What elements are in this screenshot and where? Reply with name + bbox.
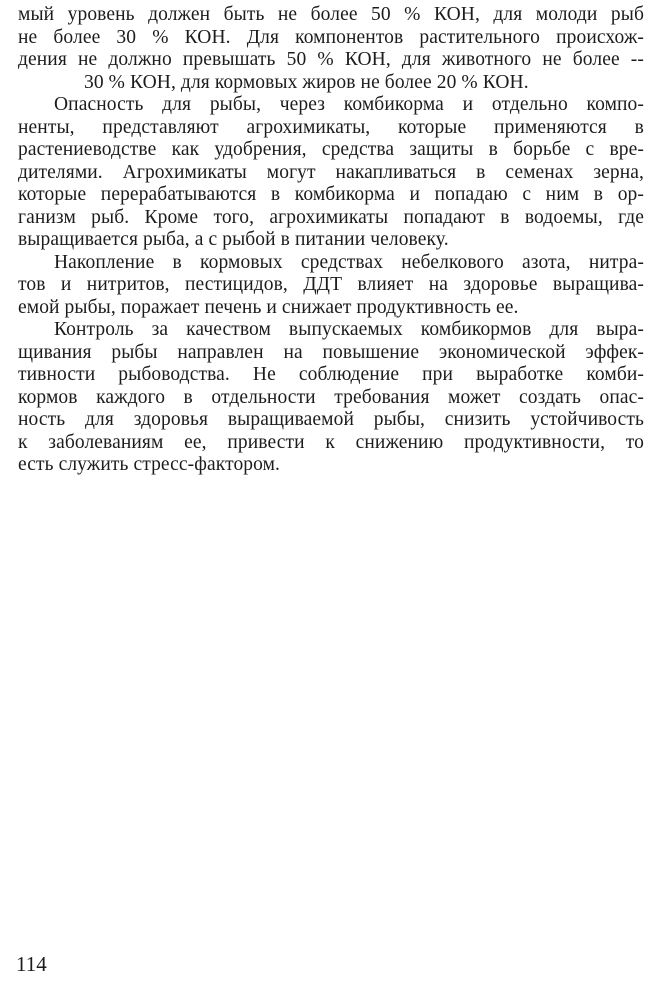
text-line: мый уровень должен быть не более 50 % КОН, для молоди рыб <box>18 4 644 25</box>
text-line: выращивается рыба, а с рыбой в питании человеку. <box>18 229 449 250</box>
text-line: кормов каждого в отдельности требования может создать опас- <box>18 386 644 408</box>
text-line: не более 30 % КОН. Для компонентов растительного происхож- <box>18 26 644 48</box>
text-line: 30 % КОН, для кормовых жиров не более 20 % КОН. <box>84 71 529 93</box>
paragraph-first-line: Опасность для рыбы, через комбикорма и отдельно компо- <box>54 94 644 115</box>
paragraph-first-line: Накопление в кормовых средствах небелкового азота, нитра- <box>54 251 644 273</box>
text-line: дения не должно превышать 50 % КОН, для животного не более -- <box>18 49 644 70</box>
text-line: которые перерабатываются в комбикорма и попадаю с ним в ор- <box>18 184 644 205</box>
text-line: ность для здоровья выращиваемой рыбы, снизить устойчивость <box>18 409 644 430</box>
text-line: щивания рыбы направлен на повышение экономической эффек- <box>18 341 644 363</box>
text-line: емой рыбы, поражает печень и снижает продуктивность ее. <box>18 296 519 318</box>
text-line: дителями. Агрохимикаты могут накапливаться в семенах зерна, <box>18 161 644 183</box>
text-line: тивности рыбоводства. Не соблюдение при выработке комби- <box>18 364 644 385</box>
text-line: растениеводстве как удобрения, средства защиты в борьбе с вре- <box>18 139 644 160</box>
body-text <box>18 4 644 477</box>
paragraph-first-line: Контроль за качеством выпускаемых комбикормов для выра- <box>54 319 644 340</box>
page-number: 114 <box>16 952 47 976</box>
text-line: к заболеваниям ее, привести к снижению продуктивности, то <box>18 431 644 453</box>
text-line: тов и нитритов, пестицидов, ДДТ влияет на здоровье выращива- <box>18 274 644 295</box>
text-line: ненты, представляют агрохимикаты, которые применяются в <box>18 116 644 138</box>
text-line: есть служить стресс-фактором. <box>18 454 281 475</box>
text-line: ганизм рыб. Кроме того, агрохимикаты попадают в водоемы, где <box>18 206 644 228</box>
